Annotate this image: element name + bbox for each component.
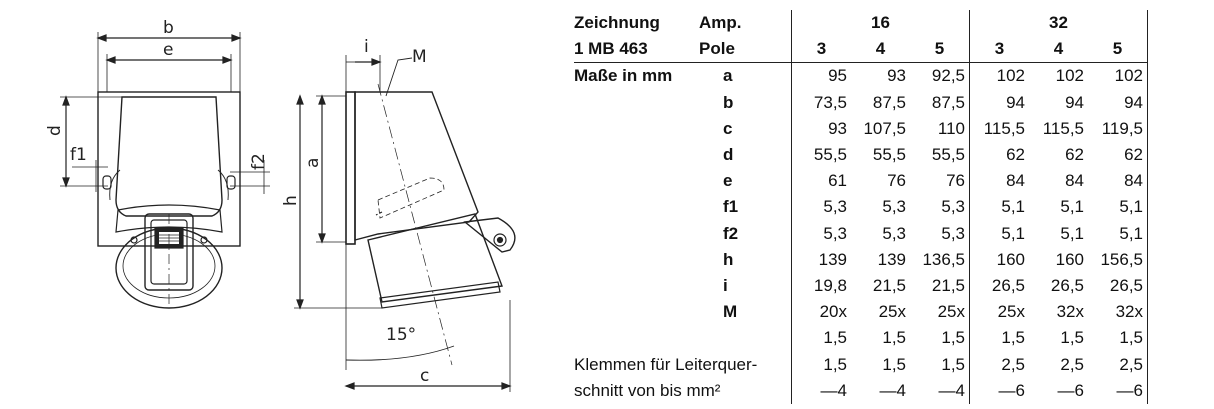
- klemmen-row-1: [574, 351, 1148, 377]
- value-cell: 5,3: [823, 223, 847, 243]
- value-cell: 1,5: [910, 325, 970, 351]
- value-cell: 21,5: [910, 273, 970, 299]
- table-row: [574, 116, 1148, 142]
- dim-label-i: i: [364, 37, 369, 57]
- dim-label-a: a: [303, 157, 323, 168]
- value-cell: 61: [828, 171, 847, 191]
- value-cell: 5,3: [910, 221, 970, 247]
- dimension-rows: [574, 63, 1148, 325]
- table-row: [574, 299, 1148, 325]
- value-cell: —6: [998, 380, 1025, 400]
- dimension-symbol: M: [699, 299, 792, 325]
- value-cell: 5,1: [1060, 197, 1084, 217]
- header-product-code: 1 MB 463: [574, 36, 699, 63]
- m-continuation-row: [574, 325, 1148, 351]
- klemmen-label-1: Klemmen für Leiterquer-: [574, 351, 792, 377]
- header-amp: Amp.: [699, 10, 792, 36]
- value-cell: 62: [1088, 142, 1148, 168]
- value-cell: 5,1: [1088, 221, 1148, 247]
- value-cell: 102: [1055, 66, 1084, 86]
- value-cell: —6: [1057, 380, 1084, 400]
- klemmen-label-2: schnitt von bis mm²: [574, 378, 792, 404]
- value-cell: 19,8: [813, 275, 847, 295]
- header-pole: Pole: [699, 36, 792, 63]
- value-cell: 92,5: [910, 63, 970, 90]
- value-cell: —6: [1088, 378, 1148, 404]
- value-cell: 115,5: [1042, 118, 1084, 138]
- technical-drawing: [0, 0, 560, 409]
- dimension-symbol: c: [699, 116, 792, 142]
- side-wall-plate: [346, 92, 355, 244]
- value-cell: 119,5: [1088, 116, 1148, 142]
- table-row: [574, 273, 1148, 299]
- value-cell: 1,5: [882, 328, 906, 348]
- value-cell: 2,5: [1088, 351, 1148, 377]
- value-cell: 5,3: [882, 197, 906, 217]
- value-cell: 5,1: [1060, 223, 1084, 243]
- value-cell: 115,5: [983, 118, 1025, 138]
- value-cell: 26,5: [991, 275, 1025, 295]
- dim-label-c: c: [420, 366, 430, 386]
- dim-label-b: b: [163, 18, 174, 38]
- dimension-symbol: b: [699, 90, 792, 116]
- table-row: [574, 247, 1148, 273]
- table-header-row-amp: [574, 10, 1148, 36]
- value-cell: 1,5: [823, 354, 847, 374]
- value-cell: 93: [887, 66, 906, 86]
- value-cell: 87,5: [872, 92, 906, 112]
- value-cell: 160: [1055, 249, 1084, 269]
- value-cell: 26,5: [1050, 275, 1084, 295]
- dimension-symbol: e: [699, 168, 792, 194]
- value-cell: 84: [1006, 171, 1025, 191]
- table-row: [574, 168, 1148, 194]
- value-cell: 1,5: [882, 354, 906, 374]
- value-cell: 20x: [819, 302, 847, 322]
- table-row: [574, 221, 1148, 247]
- value-cell: 95: [828, 66, 847, 86]
- pole-cell: 5: [910, 36, 970, 63]
- value-cell: 32x: [1088, 299, 1148, 325]
- value-cell: 55,5: [813, 145, 847, 165]
- dim-label-e: e: [163, 40, 174, 60]
- value-cell: 55,5: [872, 145, 906, 165]
- header-amp-16: 16: [792, 10, 970, 36]
- value-cell: 1,5: [1088, 325, 1148, 351]
- value-cell: 102: [996, 66, 1025, 86]
- value-cell: 1,5: [823, 328, 847, 348]
- value-cell: 84: [1088, 168, 1148, 194]
- section-label: Maße in mm: [574, 66, 673, 86]
- value-cell: 5,1: [1001, 223, 1025, 243]
- value-cell: 136,5: [910, 247, 970, 273]
- dimension-symbol: d: [699, 142, 792, 168]
- pole-cell: 4: [1029, 36, 1088, 63]
- value-cell: 25x: [997, 302, 1025, 322]
- value-cell: —4: [879, 380, 906, 400]
- dim-label-d: d: [45, 125, 65, 136]
- value-cell: 102: [1088, 63, 1148, 90]
- table-row: [574, 90, 1148, 116]
- dim-label-f1: f1: [70, 145, 87, 165]
- table-header-row-pole: [574, 36, 1148, 63]
- value-cell: 139: [877, 249, 906, 269]
- value-cell: 25x: [910, 299, 970, 325]
- dim-label-h: h: [281, 195, 301, 206]
- value-cell: 94: [1065, 92, 1084, 112]
- value-cell: 26,5: [1088, 273, 1148, 299]
- value-cell: 5,3: [882, 223, 906, 243]
- angle-label: 15°: [386, 325, 417, 345]
- table-row: [574, 63, 1148, 90]
- table-row: [574, 194, 1148, 220]
- value-cell: 5,3: [823, 197, 847, 217]
- header-amp-32: 32: [970, 10, 1148, 36]
- value-cell: 1,5: [1060, 328, 1084, 348]
- front-view: [60, 32, 270, 308]
- value-cell: 25x: [878, 302, 906, 322]
- dimension-table: [574, 10, 1148, 404]
- value-cell: 94: [1088, 90, 1148, 116]
- value-cell: 87,5: [910, 90, 970, 116]
- dim-label-M: M: [412, 47, 427, 67]
- value-cell: 1,5: [910, 351, 970, 377]
- dimension-symbol: f2: [699, 221, 792, 247]
- value-cell: 93: [828, 118, 847, 138]
- value-cell: 73,5: [813, 92, 847, 112]
- dimension-symbol: i: [699, 273, 792, 299]
- value-cell: 5,3: [910, 194, 970, 220]
- pole-cell: 5: [1088, 36, 1148, 63]
- front-housing: [116, 97, 222, 216]
- value-cell: 110: [910, 116, 970, 142]
- value-cell: 2,5: [1060, 354, 1084, 374]
- value-cell: 5,1: [1088, 194, 1148, 220]
- value-cell: 32x: [1056, 302, 1084, 322]
- value-cell: 62: [1006, 145, 1025, 165]
- value-cell: 76: [887, 171, 906, 191]
- value-cell: 84: [1065, 171, 1084, 191]
- dimension-symbol: f1: [699, 194, 792, 220]
- dim-label-f2: f2: [249, 153, 269, 170]
- value-cell: 5,1: [1001, 197, 1025, 217]
- value-cell: 94: [1006, 92, 1025, 112]
- table-row: [574, 142, 1148, 168]
- dimension-symbol: h: [699, 247, 792, 273]
- header-zeichnung: Zeichnung: [574, 13, 660, 33]
- value-cell: 2,5: [1001, 354, 1025, 374]
- value-cell: 1,5: [1001, 328, 1025, 348]
- pole-cell: 4: [851, 36, 910, 63]
- dimension-symbol: a: [699, 63, 792, 90]
- klemmen-row-2: [574, 378, 1148, 404]
- value-cell: 107,5: [863, 118, 906, 138]
- value-cell: 156,5: [1088, 247, 1148, 273]
- value-cell: 62: [1065, 145, 1084, 165]
- value-cell: 160: [996, 249, 1025, 269]
- value-cell: 21,5: [872, 275, 906, 295]
- pole-cell: 3: [792, 36, 852, 63]
- value-cell: 76: [910, 168, 970, 194]
- value-cell: —4: [910, 378, 970, 404]
- value-cell: —4: [820, 380, 847, 400]
- value-cell: 55,5: [910, 142, 970, 168]
- value-cell: 139: [818, 249, 847, 269]
- pole-cell: 3: [970, 36, 1030, 63]
